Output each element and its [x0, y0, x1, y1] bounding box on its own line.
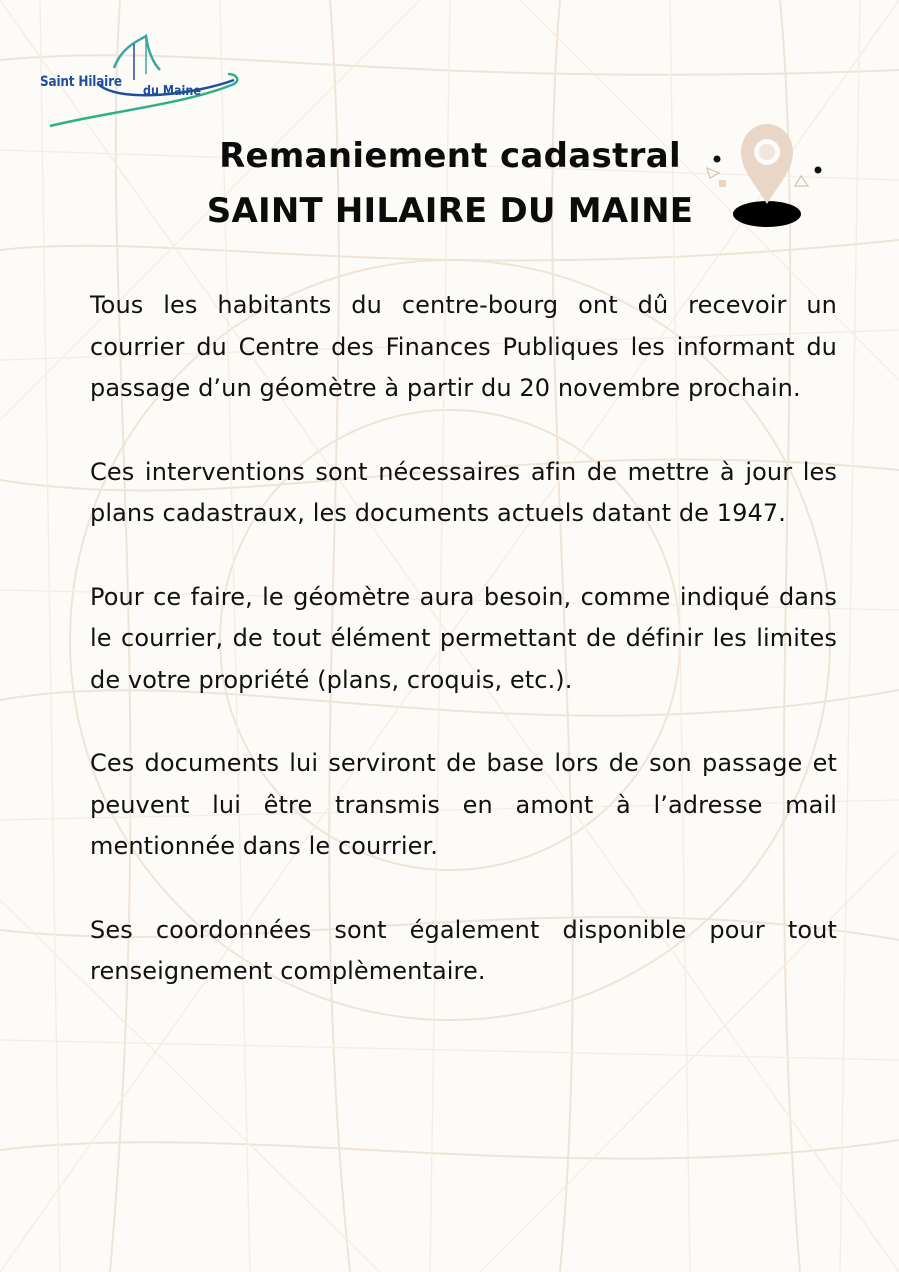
title-line-commune: SAINT HILAIRE DU MAINE	[206, 191, 694, 231]
municipal-logo	[36, 34, 241, 129]
map-pin-icon	[705, 118, 825, 233]
title-line-remaniement: Remaniement cadastral	[219, 136, 681, 176]
logo-text-du-maine: du Maine	[143, 84, 201, 99]
paragraph-coordonnees: Ses coordonnées sont également disponible pour tout renseignement complèmentaire.	[90, 915, 837, 985]
paragraph-documents: Ces documents lui serviront de base lors de son passage et peuvent lui être transmis en amont à l’adresse mail mentionnée dans le courrier.	[90, 749, 837, 860]
paragraph-pour-ce-faire: Pour ce faire, le géomètre aura besoin, comme indiqué dans le courrier, de tout élément permettant de définir les limites de votre propriété (plans, croquis, etc.).	[90, 582, 837, 694]
paragraph-interventions: Ces interventions sont nécessaires afin de mettre à jour les plans cadastraux, les documents actuels datant de 1947.	[90, 457, 837, 527]
paragraph-courrier: Tous les habitants du centre-bourg ont dû recevoir un courrier du Centre des Finances Publiques les informant du passage d’un géomètre à partir du 20 novembre prochain.	[90, 291, 837, 402]
notice-body	[90, 285, 837, 1035]
page-title	[150, 130, 750, 240]
logo-text-saint-hilaire: Saint Hilaire	[40, 74, 122, 90]
